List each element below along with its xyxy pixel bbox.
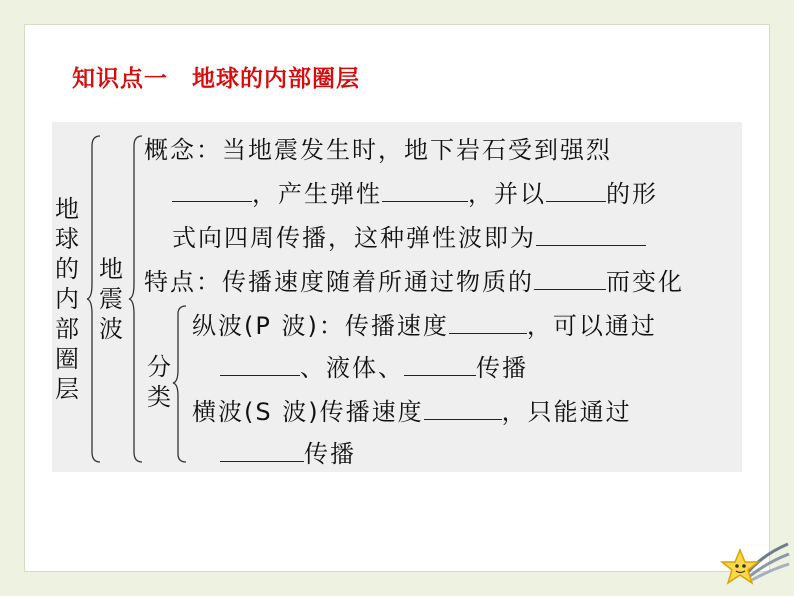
concept-line-1	[144, 130, 612, 165]
branch-label: 地震波	[99, 255, 123, 343]
concept-prefix: 概念：	[144, 136, 222, 164]
feature-suffix: 而变化	[606, 268, 684, 296]
concept-text-2b: ，并以	[468, 180, 546, 208]
blank-8[interactable]	[404, 351, 476, 376]
section-title: 知识点一 地球的内部圈层	[72, 66, 360, 92]
root-label: 地球的内部圈层	[55, 195, 79, 403]
blank-3[interactable]	[546, 177, 606, 202]
blank-7[interactable]	[220, 351, 300, 376]
blank-4[interactable]	[536, 221, 646, 246]
feature-line	[144, 262, 684, 297]
concept-text-1: 当地震发生时，地下岩石受到强烈	[222, 136, 612, 164]
s-wave-text-1a: 横波(S 波)传播速度	[192, 398, 424, 426]
knowledge-diagram	[52, 122, 742, 472]
concept-text-3: 式向四周传播，这种弹性波即为	[172, 224, 536, 252]
p-wave-line-2	[220, 348, 528, 383]
feature-prefix: 特点：	[144, 268, 222, 296]
feature-text: 传播速度随着所通过物质的	[222, 268, 534, 296]
classification-brace	[172, 304, 188, 464]
blank-5[interactable]	[534, 265, 606, 290]
s-wave-text-2: 传播	[304, 440, 356, 468]
classification-label: 分类	[147, 353, 171, 411]
s-wave-line-2	[220, 434, 356, 469]
p-wave-line-1	[192, 306, 657, 341]
p-wave-text-2b: 传播	[476, 354, 528, 382]
p-wave-text-2a: 、液体、	[300, 354, 404, 382]
concept-line-2	[172, 174, 658, 209]
p-wave-text-1a: 纵波(P 波)：传播速度	[192, 312, 449, 340]
shooting-star-icon	[718, 536, 790, 592]
concept-line-3	[172, 218, 646, 253]
p-wave-text-1b: ，可以通过	[526, 312, 657, 340]
blank-10[interactable]	[220, 437, 304, 462]
s-wave-text-1b: ，只能通过	[501, 398, 632, 426]
blank-6[interactable]	[449, 309, 527, 334]
blank-2[interactable]	[382, 177, 468, 202]
blank-1[interactable]	[172, 177, 252, 202]
s-wave-line-1	[192, 392, 632, 427]
branch-brace	[128, 134, 144, 464]
blank-9[interactable]	[424, 395, 502, 420]
concept-text-2c: 的形	[606, 180, 658, 208]
concept-text-2a: ，产生弹性	[252, 180, 382, 208]
